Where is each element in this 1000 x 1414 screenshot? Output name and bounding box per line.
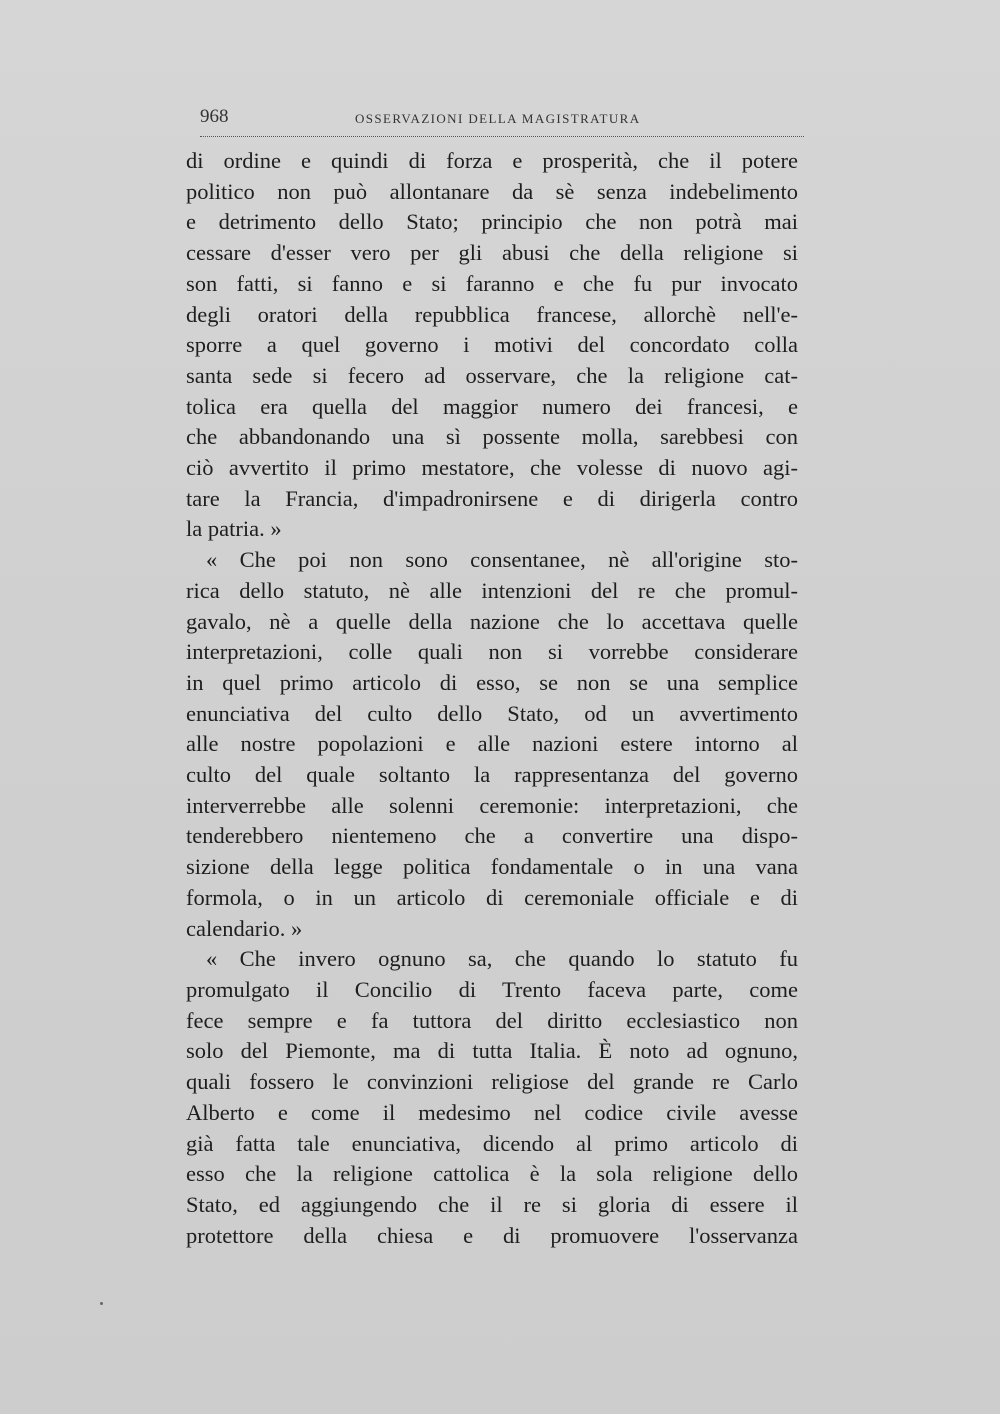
text-line: già fatta tale enunciativa, dicendo al primo articolo di: [186, 1130, 798, 1156]
text-line: Stato, ed aggiungendo che il re si gloria di essere il: [186, 1191, 798, 1217]
text-line: interpretazioni, colle quali non si vorrebbe considerare: [186, 639, 798, 665]
text-line: e detrimento dello Stato; principio che non potrà mai: [186, 209, 798, 235]
text-line: solo del Piemonte, ma di tutta Italia. È noto ad ognuno,: [186, 1038, 798, 1064]
text-line: sporre a quel governo i motivi del concordato colla: [186, 332, 798, 358]
text-line: che abbandonando una sì possente molla, sarebbesi con: [186, 424, 798, 450]
text-line: tolica era quella del maggior numero dei francesi, e: [186, 393, 798, 419]
text-line: culto del quale soltanto la rappresentanza del governo: [186, 762, 798, 788]
text-line: tare la Francia, d'impadronirsene e di dirigerla contro: [186, 485, 798, 511]
text-line: promulgato il Concilio di Trento faceva parte, come: [186, 976, 798, 1002]
text-line: son fatti, si fanno e si faranno e che fu pur invocato: [186, 270, 798, 296]
text-line: la patria. »: [186, 516, 282, 542]
text-line: alle nostre popolazioni e alle nazioni estere intorno al: [186, 731, 798, 757]
text-line: politico non può allontanare da sè senza indebelimento: [186, 178, 798, 204]
text-line: di ordine e quindi di forza e prosperità, che il potere: [186, 148, 798, 173]
text-line: quali fossero le convinzioni religiose del grande re Carlo: [186, 1069, 798, 1095]
text-line: formola, o in un articolo di ceremoniale officiale e di: [186, 884, 798, 910]
text-line: tenderebbero nientemeno che a convertire una dispo-: [186, 823, 798, 849]
text-line: santa sede si fecero ad osservare, che la religione cat-: [186, 362, 798, 388]
text-line: enunciativa del culto dello Stato, od un avvertimento: [186, 700, 798, 726]
text-line: sizione della legge politica fondamentale o in una vana: [186, 854, 798, 880]
text-line: Alberto e come il medesimo nel codice civile avesse: [186, 1099, 798, 1125]
paragraph: [186, 545, 798, 944]
text-line: « Che invero ognuno sa, che quando lo statuto fu: [206, 946, 798, 972]
text-line: calendario. »: [186, 915, 303, 941]
paper-speck: [100, 1302, 103, 1305]
text-line: rica dello statuto, nè alle intenzioni del re che promul-: [186, 577, 798, 603]
paragraph: [186, 146, 798, 545]
text-line: cessare d'esser vero per gli abusi che della religione si: [186, 240, 798, 266]
text-line: degli oratori della repubblica francese, allorchè nell'e-: [186, 301, 798, 327]
text-line: ciò avvertito il primo mestatore, che volesse di nuovo agi-: [186, 455, 798, 481]
text-line: gavalo, nè a quelle della nazione che lo accettava quelle: [186, 608, 798, 634]
text-line: « Che poi non sono consentanee, nè all'origine sto-: [206, 547, 798, 573]
body-text: [186, 146, 798, 1251]
text-line: interverrebbe alle solenni ceremonie: interpretazioni, che: [186, 792, 798, 818]
paragraph: [186, 944, 798, 1251]
running-head: OSSERVAZIONI DELLA MAGISTRATURA: [355, 111, 641, 126]
page-header: [200, 106, 804, 137]
text-line: fece sempre e fa tuttora del diritto ecclesiastico non: [186, 1007, 798, 1033]
text-line: protettore della chiesa e di promuovere l'osservanza: [186, 1222, 798, 1248]
text-line: in quel primo articolo di esso, se non se una semplice: [186, 669, 798, 695]
page-number: 968: [200, 106, 229, 127]
text-line: esso che la religione cattolica è la sola religione dello: [186, 1161, 798, 1187]
